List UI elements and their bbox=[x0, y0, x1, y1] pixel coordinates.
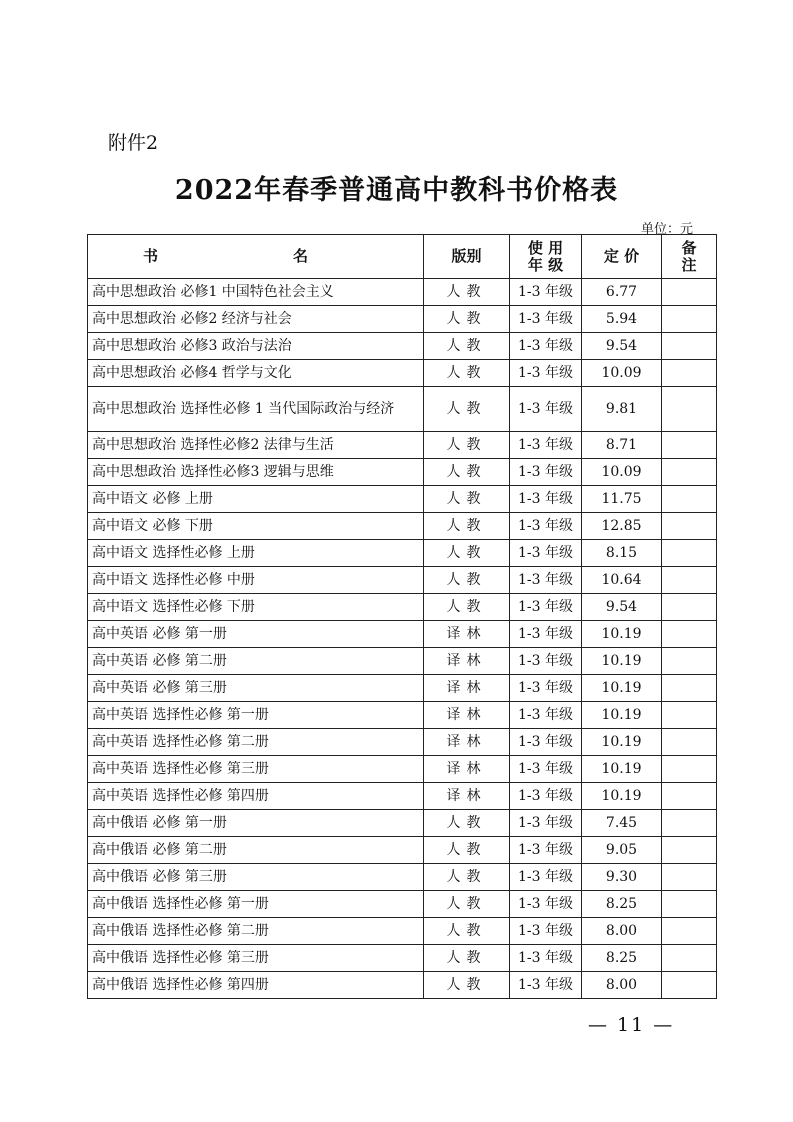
table-row bbox=[88, 360, 717, 387]
publisher-cell: 人教 bbox=[424, 864, 510, 891]
table-row bbox=[88, 945, 717, 972]
publisher-cell: 人教 bbox=[424, 594, 510, 621]
publisher-cell: 人教 bbox=[424, 945, 510, 972]
grade-cell: 1-3 年级 bbox=[510, 972, 582, 999]
header-grade-line2: 年 级 bbox=[527, 255, 564, 274]
note-cell bbox=[662, 729, 717, 756]
table-row bbox=[88, 918, 717, 945]
publisher-cell: 人教 bbox=[424, 333, 510, 360]
note-cell bbox=[662, 783, 717, 810]
price-cell: 7.45 bbox=[582, 810, 662, 837]
header-note-line2: 注 bbox=[681, 255, 697, 274]
note-cell bbox=[662, 621, 717, 648]
book-name-cell: 高中英语 必修 第三册 bbox=[88, 675, 424, 702]
grade-cell: 1-3 年级 bbox=[510, 360, 582, 387]
grade-cell: 1-3 年级 bbox=[510, 918, 582, 945]
page-number: — 11 — bbox=[588, 1014, 675, 1036]
grade-cell: 1-3 年级 bbox=[510, 567, 582, 594]
price-cell: 10.19 bbox=[582, 675, 662, 702]
grade-cell: 1-3 年级 bbox=[510, 387, 582, 432]
note-cell bbox=[662, 702, 717, 729]
grade-cell: 1-3 年级 bbox=[510, 432, 582, 459]
header-note bbox=[662, 235, 717, 279]
note-cell bbox=[662, 333, 717, 360]
book-name-cell: 高中英语 选择性必修 第二册 bbox=[88, 729, 424, 756]
note-cell bbox=[662, 540, 717, 567]
book-name-cell: 高中俄语 选择性必修 第一册 bbox=[88, 891, 424, 918]
note-cell bbox=[662, 864, 717, 891]
grade-cell: 1-3 年级 bbox=[510, 810, 582, 837]
table-row bbox=[88, 648, 717, 675]
note-cell bbox=[662, 360, 717, 387]
note-cell bbox=[662, 675, 717, 702]
publisher-cell: 人教 bbox=[424, 567, 510, 594]
header-grade-line1: 使 用 bbox=[527, 238, 564, 257]
book-name-cell: 高中英语 必修 第一册 bbox=[88, 621, 424, 648]
price-cell: 9.05 bbox=[582, 837, 662, 864]
price-cell: 9.30 bbox=[582, 864, 662, 891]
price-cell: 10.19 bbox=[582, 621, 662, 648]
publisher-cell: 人教 bbox=[424, 360, 510, 387]
book-name-cell: 高中语文 必修 下册 bbox=[88, 513, 424, 540]
book-name-cell: 高中思想政治 选择性必修2 法律与生活 bbox=[88, 432, 424, 459]
book-name-cell: 高中英语 选择性必修 第一册 bbox=[88, 702, 424, 729]
table-row bbox=[88, 675, 717, 702]
note-cell bbox=[662, 486, 717, 513]
grade-cell: 1-3 年级 bbox=[510, 486, 582, 513]
note-cell bbox=[662, 567, 717, 594]
book-name-cell: 高中思想政治 必修3 政治与法治 bbox=[88, 333, 424, 360]
publisher-cell: 人教 bbox=[424, 810, 510, 837]
table-row bbox=[88, 486, 717, 513]
publisher-cell: 译林 bbox=[424, 783, 510, 810]
publisher-cell: 人教 bbox=[424, 279, 510, 306]
note-cell bbox=[662, 972, 717, 999]
table-row bbox=[88, 864, 717, 891]
note-cell bbox=[662, 306, 717, 333]
table-row bbox=[88, 594, 717, 621]
table-row bbox=[88, 432, 717, 459]
grade-cell: 1-3 年级 bbox=[510, 333, 582, 360]
publisher-cell: 译林 bbox=[424, 702, 510, 729]
book-name-cell: 高中语文 选择性必修 下册 bbox=[88, 594, 424, 621]
note-cell bbox=[662, 279, 717, 306]
table-row bbox=[88, 540, 717, 567]
table-row bbox=[88, 567, 717, 594]
book-name-cell: 高中俄语 选择性必修 第三册 bbox=[88, 945, 424, 972]
book-name-cell: 高中英语 选择性必修 第三册 bbox=[88, 756, 424, 783]
price-cell: 10.64 bbox=[582, 567, 662, 594]
note-cell bbox=[662, 387, 717, 432]
table-row bbox=[88, 972, 717, 999]
publisher-cell: 人教 bbox=[424, 891, 510, 918]
price-cell: 10.09 bbox=[582, 360, 662, 387]
price-cell: 9.81 bbox=[582, 387, 662, 432]
table-row bbox=[88, 810, 717, 837]
price-cell: 8.15 bbox=[582, 540, 662, 567]
grade-cell: 1-3 年级 bbox=[510, 306, 582, 333]
grade-cell: 1-3 年级 bbox=[510, 279, 582, 306]
grade-cell: 1-3 年级 bbox=[510, 729, 582, 756]
table-row bbox=[88, 729, 717, 756]
publisher-cell: 人教 bbox=[424, 513, 510, 540]
price-cell: 6.77 bbox=[582, 279, 662, 306]
grade-cell: 1-3 年级 bbox=[510, 891, 582, 918]
table-row bbox=[88, 387, 717, 432]
publisher-cell: 人教 bbox=[424, 306, 510, 333]
book-name-cell: 高中俄语 必修 第三册 bbox=[88, 864, 424, 891]
price-cell: 10.19 bbox=[582, 783, 662, 810]
book-name-cell: 高中英语 必修 第二册 bbox=[88, 648, 424, 675]
note-cell bbox=[662, 459, 717, 486]
publisher-cell: 人教 bbox=[424, 387, 510, 432]
price-cell: 8.25 bbox=[582, 945, 662, 972]
price-cell: 5.94 bbox=[582, 306, 662, 333]
price-cell: 10.19 bbox=[582, 756, 662, 783]
table-row bbox=[88, 783, 717, 810]
table-header-row bbox=[88, 235, 717, 279]
table-row bbox=[88, 621, 717, 648]
publisher-cell: 译林 bbox=[424, 729, 510, 756]
book-name-cell: 高中思想政治 选择性必修3 逻辑与思维 bbox=[88, 459, 424, 486]
price-cell: 10.09 bbox=[582, 459, 662, 486]
publisher-cell: 人教 bbox=[424, 432, 510, 459]
publisher-cell: 人教 bbox=[424, 837, 510, 864]
note-cell bbox=[662, 513, 717, 540]
grade-cell: 1-3 年级 bbox=[510, 648, 582, 675]
note-cell bbox=[662, 945, 717, 972]
grade-cell: 1-3 年级 bbox=[510, 783, 582, 810]
grade-cell: 1-3 年级 bbox=[510, 675, 582, 702]
price-cell: 10.19 bbox=[582, 648, 662, 675]
header-publisher: 版别 bbox=[424, 235, 510, 279]
header-note-line1: 备 bbox=[681, 238, 697, 257]
grade-cell: 1-3 年级 bbox=[510, 837, 582, 864]
table-row bbox=[88, 459, 717, 486]
grade-cell: 1-3 年级 bbox=[510, 540, 582, 567]
grade-cell: 1-3 年级 bbox=[510, 756, 582, 783]
grade-cell: 1-3 年级 bbox=[510, 621, 582, 648]
publisher-cell: 译林 bbox=[424, 648, 510, 675]
book-name-cell: 高中英语 选择性必修 第四册 bbox=[88, 783, 424, 810]
price-cell: 10.19 bbox=[582, 729, 662, 756]
price-cell: 8.00 bbox=[582, 972, 662, 999]
document-title: 2022年春季普通高中教科书价格表 bbox=[174, 175, 619, 206]
grade-cell: 1-3 年级 bbox=[510, 513, 582, 540]
publisher-cell: 人教 bbox=[424, 972, 510, 999]
header-grade bbox=[510, 235, 582, 279]
publisher-cell: 译林 bbox=[424, 621, 510, 648]
book-name-cell: 高中语文 必修 上册 bbox=[88, 486, 424, 513]
note-cell bbox=[662, 891, 717, 918]
price-cell: 9.54 bbox=[582, 333, 662, 360]
publisher-cell: 译林 bbox=[424, 756, 510, 783]
publisher-cell: 人教 bbox=[424, 486, 510, 513]
price-cell: 9.54 bbox=[582, 594, 662, 621]
book-name-cell: 高中语文 选择性必修 中册 bbox=[88, 567, 424, 594]
table-row bbox=[88, 756, 717, 783]
book-name-cell: 高中俄语 必修 第二册 bbox=[88, 837, 424, 864]
price-cell: 12.85 bbox=[582, 513, 662, 540]
price-cell: 8.71 bbox=[582, 432, 662, 459]
note-cell bbox=[662, 648, 717, 675]
price-cell: 8.00 bbox=[582, 918, 662, 945]
table-row bbox=[88, 837, 717, 864]
note-cell bbox=[662, 837, 717, 864]
note-cell bbox=[662, 432, 717, 459]
publisher-cell: 译林 bbox=[424, 675, 510, 702]
book-name-cell: 高中俄语 必修 第一册 bbox=[88, 810, 424, 837]
header-price: 定 价 bbox=[582, 235, 662, 279]
publisher-cell: 人教 bbox=[424, 540, 510, 567]
table-row bbox=[88, 891, 717, 918]
book-name-cell: 高中俄语 选择性必修 第四册 bbox=[88, 972, 424, 999]
book-name-cell: 高中俄语 选择性必修 第二册 bbox=[88, 918, 424, 945]
book-name-cell: 高中思想政治 选择性必修 1 当代国际政治与经济 bbox=[88, 387, 424, 432]
attachment-label: 附件2 bbox=[108, 132, 159, 154]
table-row bbox=[88, 279, 717, 306]
table-body bbox=[88, 279, 717, 999]
grade-cell: 1-3 年级 bbox=[510, 459, 582, 486]
table-row bbox=[88, 702, 717, 729]
grade-cell: 1-3 年级 bbox=[510, 594, 582, 621]
note-cell bbox=[662, 810, 717, 837]
price-table bbox=[87, 234, 717, 999]
book-name-cell: 高中思想政治 必修4 哲学与文化 bbox=[88, 360, 424, 387]
price-cell: 10.19 bbox=[582, 702, 662, 729]
table-row bbox=[88, 306, 717, 333]
book-name-cell: 高中思想政治 必修2 经济与社会 bbox=[88, 306, 424, 333]
note-cell bbox=[662, 918, 717, 945]
header-book-name: 书 名 bbox=[88, 235, 424, 279]
table-row bbox=[88, 513, 717, 540]
note-cell bbox=[662, 756, 717, 783]
grade-cell: 1-3 年级 bbox=[510, 702, 582, 729]
book-name-cell: 高中思想政治 必修1 中国特色社会主义 bbox=[88, 279, 424, 306]
book-name-cell: 高中语文 选择性必修 上册 bbox=[88, 540, 424, 567]
table-row bbox=[88, 333, 717, 360]
grade-cell: 1-3 年级 bbox=[510, 864, 582, 891]
publisher-cell: 人教 bbox=[424, 918, 510, 945]
unit-label: 单位：元 bbox=[640, 222, 693, 237]
publisher-cell: 人教 bbox=[424, 459, 510, 486]
price-cell: 8.25 bbox=[582, 891, 662, 918]
note-cell bbox=[662, 594, 717, 621]
price-cell: 11.75 bbox=[582, 486, 662, 513]
grade-cell: 1-3 年级 bbox=[510, 945, 582, 972]
